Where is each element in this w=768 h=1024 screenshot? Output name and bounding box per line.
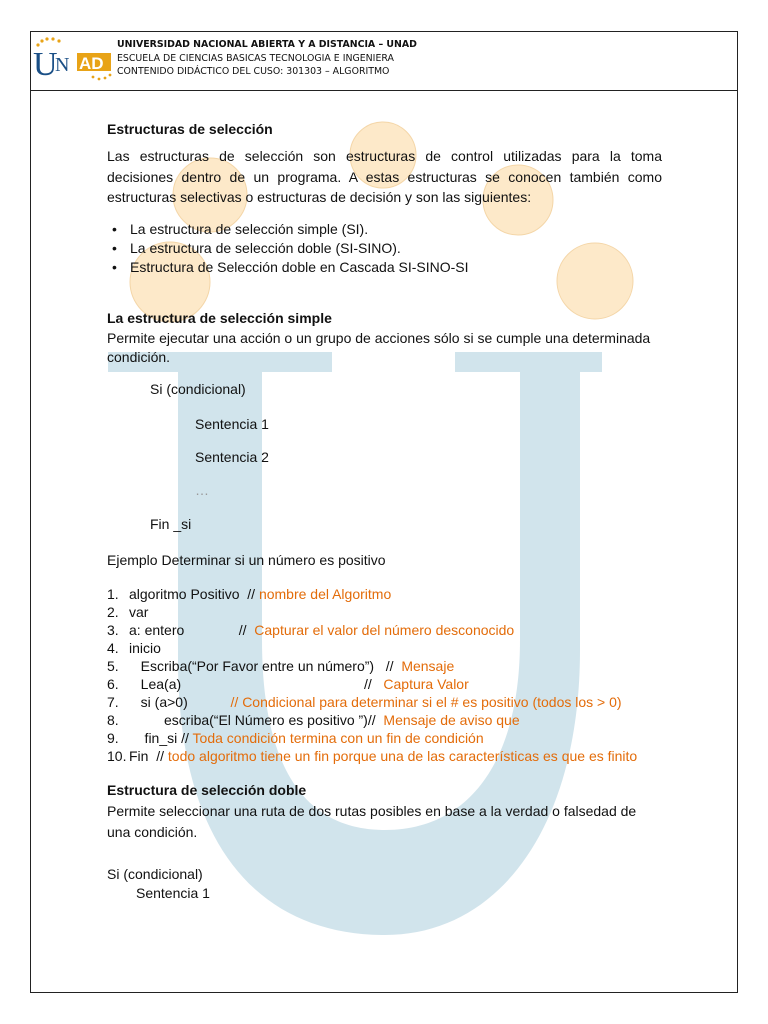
- code-comment: Mensaje de aviso que: [383, 711, 520, 728]
- header-course: CONTENIDO DIDÁCTICO DEL CUSO: 301303 – ALGORITMO: [117, 66, 390, 77]
- header-text: [117, 38, 417, 79]
- code-text: Escriba(“Por Favor entre un número”) //: [129, 657, 402, 674]
- section3-title: Estructura de selección doble: [107, 781, 307, 798]
- pseudo-if: Si (condicional): [150, 380, 246, 397]
- code-comment: nombre del Algoritmo: [258, 585, 392, 602]
- svg-text:AD: AD: [79, 54, 104, 73]
- unad-logo: [33, 35, 113, 85]
- line-number: 3.: [107, 621, 119, 638]
- section2-paragraph: Permite ejecutar una acción o un grupo de acciones sólo si se cumple una determinada condición.: [107, 329, 651, 365]
- code-comment: Capturar el valor del número desconocido: [254, 621, 515, 638]
- code-line: [107, 693, 662, 711]
- svg-text:U: U: [33, 46, 58, 83]
- line-number: 2.: [107, 603, 119, 620]
- code-comment: Toda condición termina con un fin de condición: [192, 729, 484, 746]
- code-line: [107, 657, 662, 675]
- header-university: UNIVERSIDAD NACIONAL ABIERTA Y A DISTANCIA – UNAD: [117, 39, 417, 50]
- code-line: [107, 603, 662, 621]
- line-number: 8.: [107, 711, 119, 728]
- code-line: [107, 621, 662, 639]
- code-text: fin_si //: [129, 729, 193, 746]
- line-number: 10.: [107, 747, 127, 764]
- section2-title: La estructura de selección simple: [107, 309, 332, 326]
- code-comment: Mensaje: [401, 657, 455, 674]
- code-line: [107, 639, 662, 657]
- code-text: var: [129, 603, 149, 620]
- pseudo-sentence-1: Sentencia 1: [195, 416, 269, 432]
- line-number: 7.: [107, 693, 119, 710]
- code-text: Fin //: [129, 747, 168, 764]
- section1-bullet-list: [107, 220, 662, 277]
- line-number: 4.: [107, 639, 119, 656]
- section3-pseudo-sentence-1: Sentencia 1: [136, 885, 210, 901]
- line-number: 6.: [107, 675, 119, 692]
- list-item: • La estructura de selección doble (SI-SINO).: [107, 239, 662, 258]
- section1-title: Estructuras de selección: [107, 121, 273, 137]
- svg-text:N: N: [55, 54, 70, 76]
- code-line: [107, 711, 662, 729]
- code-text: escriba(“El Número es positivo ”)//: [129, 711, 384, 728]
- line-number: 5.: [107, 657, 119, 674]
- document-body: [107, 116, 662, 904]
- header-school: ESCUELA DE CIENCIAS BASICAS TECNOLOGIA E INGENIERA: [117, 52, 394, 64]
- code-comment: // Condicional para determinar si el # es positivo (todos los > 0): [230, 693, 622, 710]
- section3-pseudo-if: Si (condicional): [107, 865, 203, 882]
- section3-paragraph: Permite seleccionar una ruta de dos rutas posibles en base a la verdad o falsedad de una condición.: [107, 802, 637, 840]
- code-comment: Captura Valor: [383, 675, 469, 692]
- pseudo-ellipsis: …: [195, 482, 209, 498]
- section1-paragraph: Las estructuras de selección son estructuras de control utilizadas para la toma decisiones dentro de un programa. A estas estructuras se conocen también como estructuras selectivas o estructuras de decisión y son las siguientes:: [107, 148, 662, 205]
- pseudo-sentence-2: Sentencia 2: [195, 448, 269, 465]
- code-text: a: entero //: [129, 621, 255, 638]
- pseudo-end: Fin _si: [150, 515, 192, 532]
- code-text: Lea(a) //: [129, 675, 384, 692]
- code-line: [107, 675, 662, 693]
- code-text: inicio: [129, 639, 161, 656]
- code-text: algoritmo Positivo //: [129, 585, 259, 602]
- code-listing: [107, 585, 662, 765]
- header-divider: [30, 90, 738, 91]
- code-comment: todo algoritmo tiene un fin porque una de las características es que es finito: [167, 747, 638, 764]
- line-number: 9.: [107, 729, 119, 746]
- code-text: si (a>0): [129, 693, 231, 710]
- list-item: • Estructura de Selección doble en Cascada SI-SINO-SI: [107, 258, 662, 277]
- line-number: 1.: [107, 585, 119, 602]
- list-item: • La estructura de selección simple (SI).: [107, 220, 662, 239]
- code-line: [107, 747, 662, 765]
- example-title: Ejemplo Determinar si un número es positivo: [107, 552, 386, 568]
- code-line: [107, 729, 662, 747]
- code-line: [107, 585, 662, 603]
